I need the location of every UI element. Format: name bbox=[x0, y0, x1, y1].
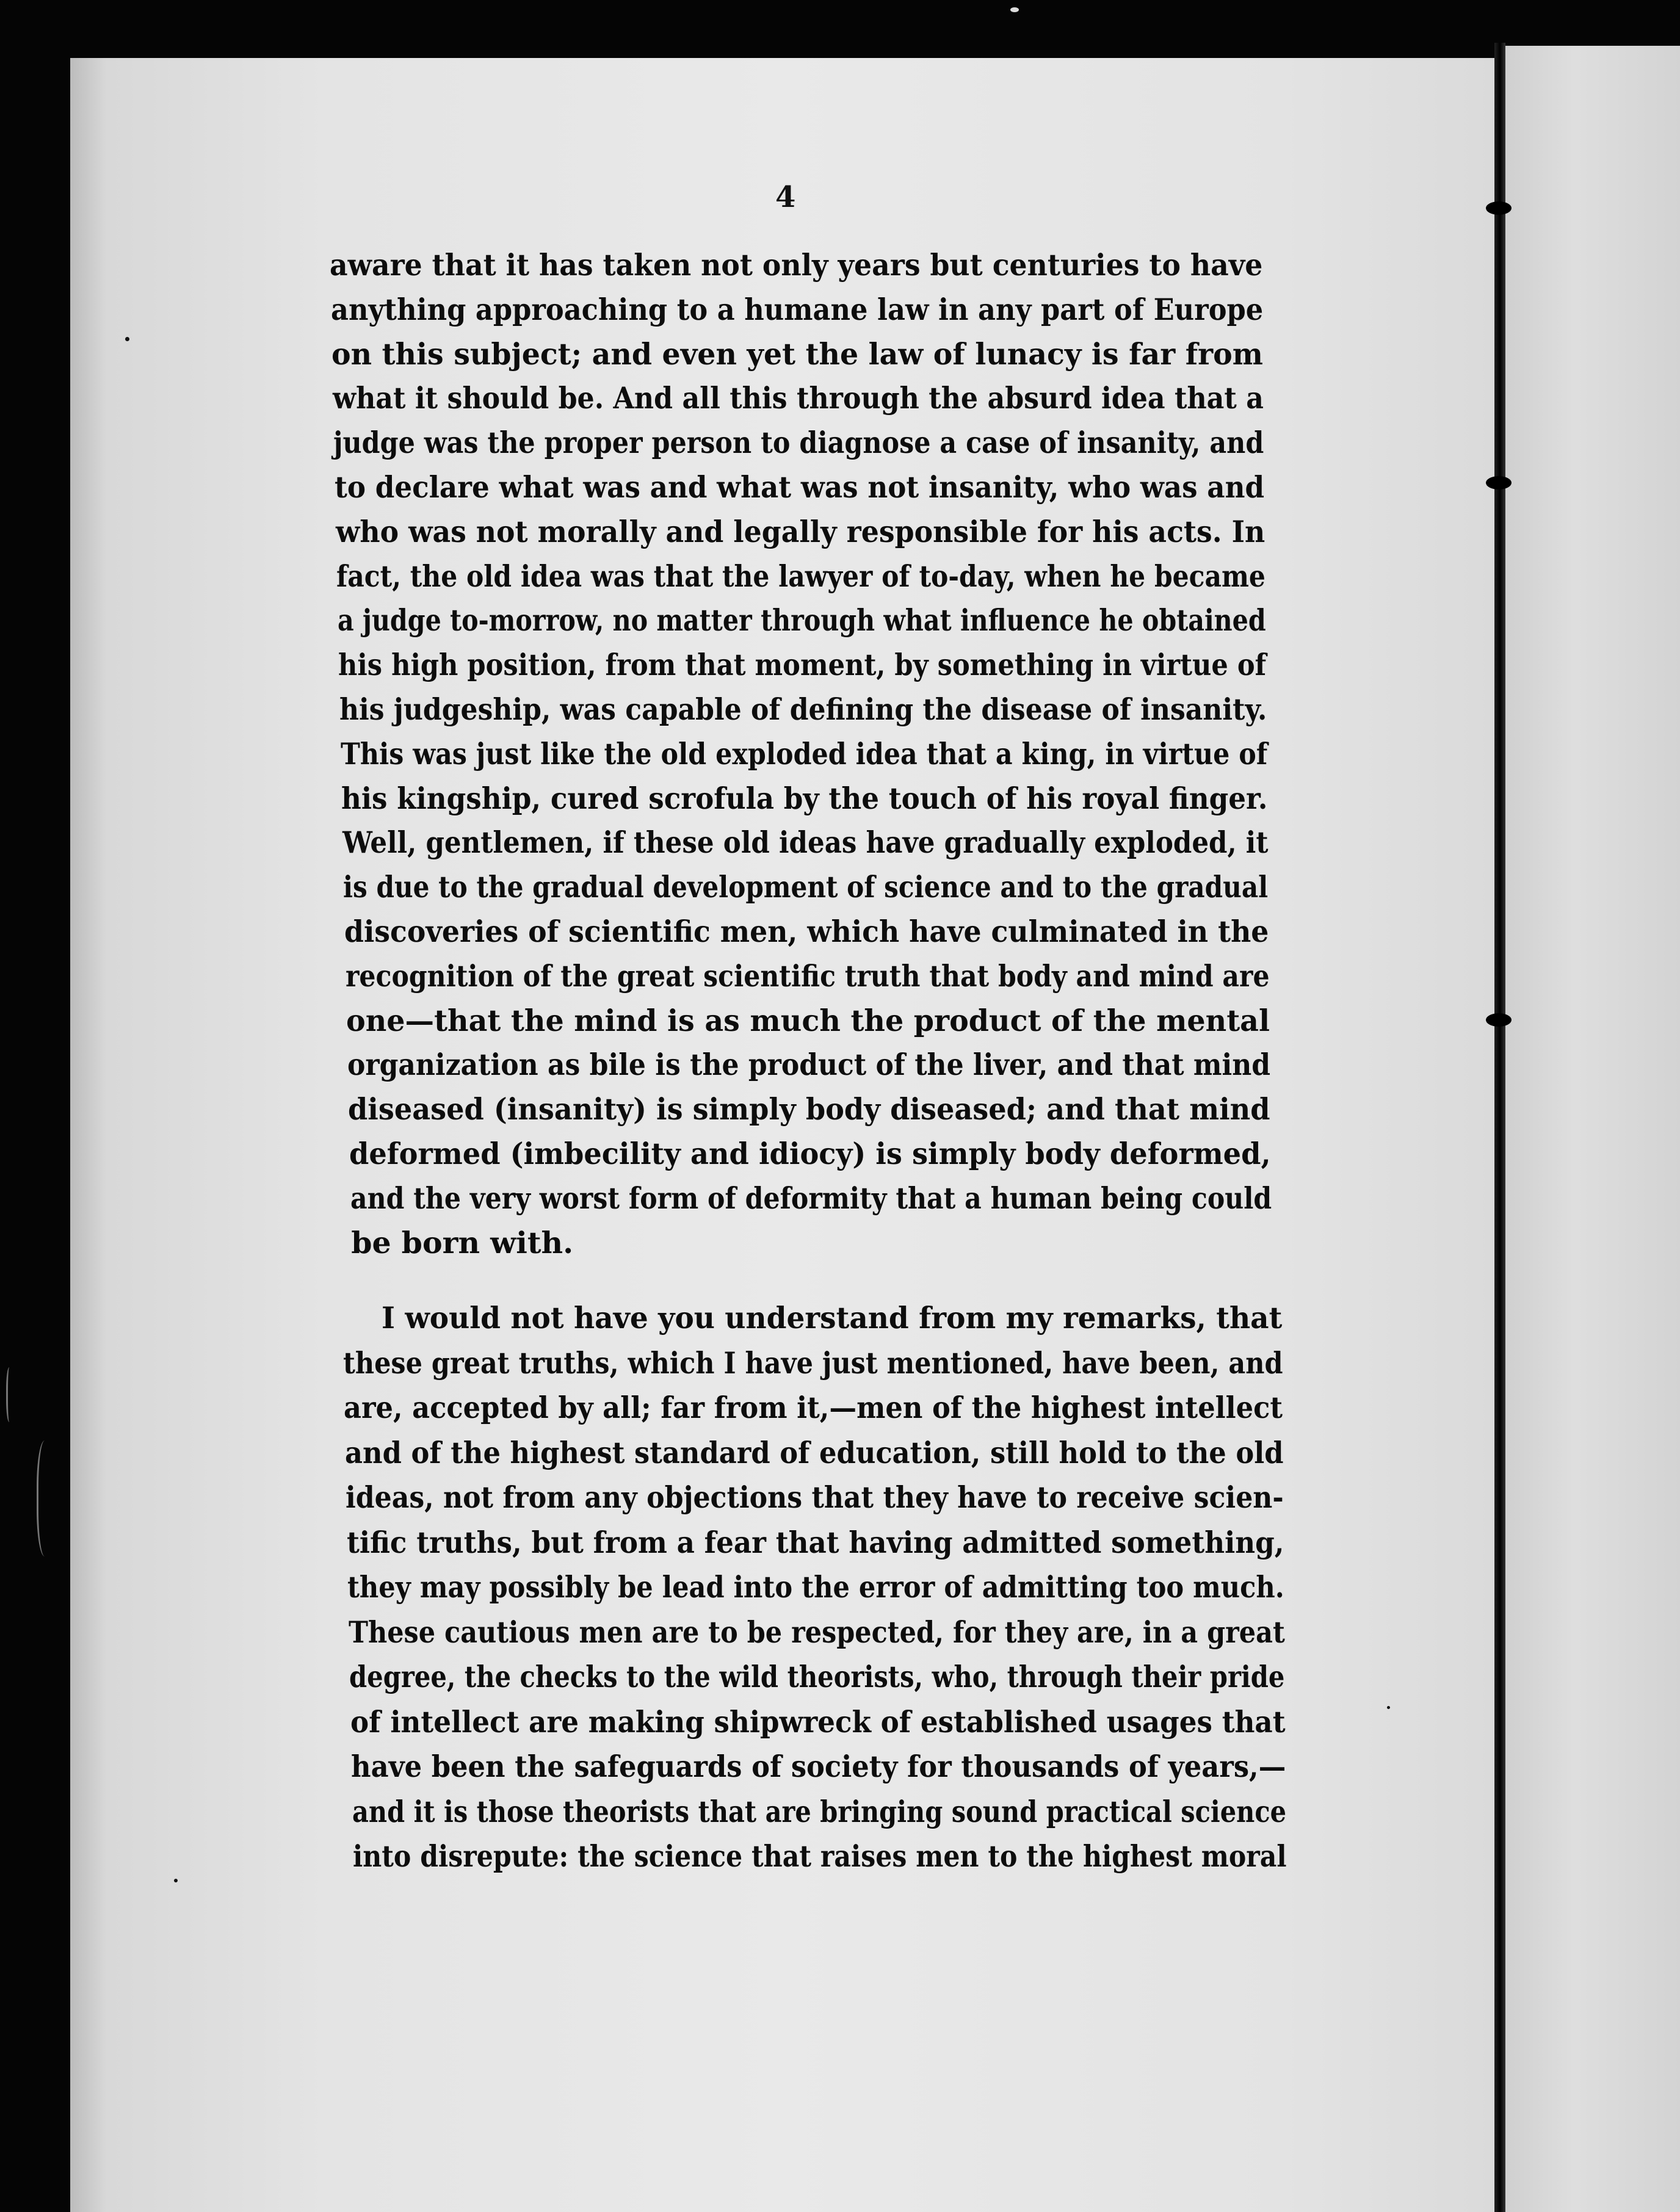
page-number: 4 bbox=[775, 180, 796, 214]
text-line: diseased (insanity) is simply body diseased; and that mind bbox=[348, 1091, 1270, 1127]
text-line: of intellect are making shipwreck of established usages that bbox=[350, 1704, 1286, 1740]
text-line: discoveries of scientific men, which have culminated in the bbox=[344, 914, 1269, 949]
text-line: I would not have you understand from my remarks, that bbox=[382, 1300, 1283, 1336]
text-line: This was just like the old exploded idea that a king, in virtue of bbox=[340, 736, 1267, 772]
ink-speck bbox=[174, 1879, 178, 1882]
text-line: his judgeship, was capable of defining the disease of insanity. bbox=[339, 692, 1267, 727]
text-line: Well, gentlemen, if these old ideas have gradually exploded, it bbox=[342, 825, 1269, 861]
text-line: ideas, not from any objections that they have to receive scien- bbox=[346, 1480, 1284, 1515]
text-line: fact, the old idea was that the lawyer of to-day, when he became bbox=[336, 558, 1266, 594]
text-line: who was not morally and legally responsible for his acts. In bbox=[335, 513, 1265, 549]
text-line: be born with. bbox=[351, 1224, 574, 1260]
text-line: organization as bile is the product of the liver, and that mind bbox=[347, 1047, 1270, 1083]
text-line: on this subject; and even yet the law of lunacy is far from bbox=[331, 336, 1264, 372]
text-line: a judge to-morrow, no matter through what influence he obtained bbox=[337, 602, 1266, 638]
gutter-thread-mark bbox=[1486, 1013, 1512, 1027]
text-line: to declare what was and what was not insanity, who was and bbox=[335, 469, 1265, 505]
text-line: judge was the proper person to diagnose a case of insanity, and bbox=[333, 425, 1264, 461]
facing-page-edge bbox=[1503, 46, 1680, 2212]
text-line: what it should be. And all this through the absurd idea that a bbox=[332, 380, 1264, 416]
text-line: tific truths, but from a fear that having admitted something, bbox=[346, 1524, 1284, 1560]
text-line: one—that the mind is as much the product of the mental bbox=[346, 1002, 1270, 1038]
text-line: these great truths, which I have just mentioned, have been, and bbox=[342, 1345, 1283, 1381]
text-line: into disrepute: the science that raises men to the highest moral bbox=[353, 1838, 1287, 1874]
text-line: have been the safeguards of society for thousands of years,— bbox=[351, 1749, 1286, 1784]
text-line: deformed (imbecility and idiocy) is simply body deformed, bbox=[349, 1136, 1271, 1171]
text-line: his kingship, cured scrofula by the touch of his royal finger. bbox=[341, 780, 1268, 816]
text-line: aware that it has taken not only years but centuries to have bbox=[330, 247, 1263, 283]
text-line: anything approaching to a humane law in any part of Europe bbox=[330, 291, 1263, 327]
text-line: These cautious men are to be respected, for they are, in a great bbox=[348, 1614, 1285, 1650]
text-line: they may possibly be lead into the error of admitting too much. bbox=[347, 1569, 1284, 1605]
film-mark bbox=[1010, 7, 1019, 12]
ink-speck bbox=[1387, 1706, 1390, 1709]
gutter-thread-mark bbox=[1486, 476, 1512, 490]
gutter-thread-mark bbox=[1486, 201, 1512, 215]
text-line: recognition of the great scientific truth that body and mind are bbox=[345, 958, 1270, 994]
text-line: is due to the gradual development of science and to the gradual bbox=[343, 869, 1269, 905]
ink-speck bbox=[125, 337, 129, 341]
text-line: and of the highest standard of education, still hold to the old bbox=[344, 1434, 1284, 1470]
film-scratch bbox=[37, 1440, 57, 1556]
book-gutter bbox=[1494, 43, 1505, 2212]
text-line: are, accepted by all; far from it,—men of the highest intellect bbox=[344, 1390, 1283, 1425]
page-edge-shadow bbox=[70, 58, 107, 2212]
text-line: and the very worst form of deformity that a human being could bbox=[350, 1180, 1272, 1216]
text-line: degree, the checks to the wild theorists, who, through their pride bbox=[349, 1659, 1285, 1694]
film-scratch bbox=[6, 1367, 14, 1422]
text-line: his high position, from that moment, by something in virtue of bbox=[338, 647, 1267, 683]
text-line: and it is those theorists that are bringing sound practical science bbox=[352, 1793, 1286, 1829]
